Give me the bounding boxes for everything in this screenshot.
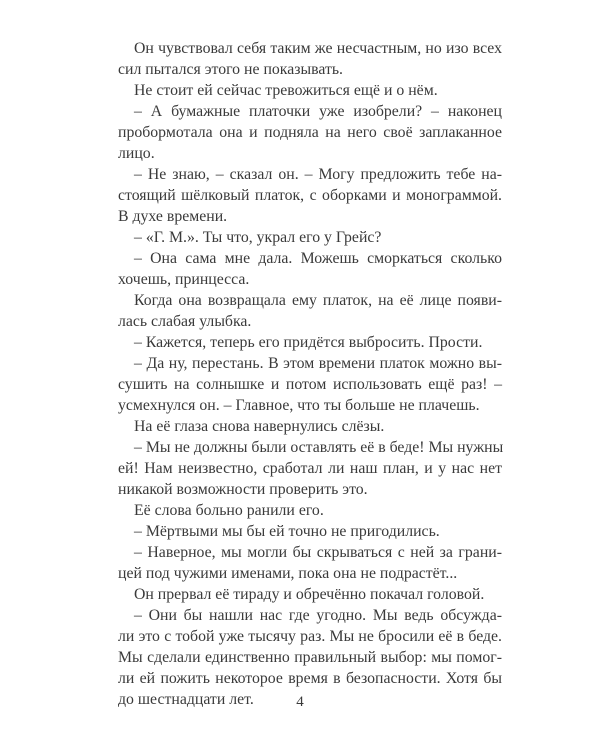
text-line: Мы сделали единственно правильный выбор: мы помог- bbox=[118, 649, 502, 666]
text-line: – Мы не должны были оставлять её в беде! Мы нужны bbox=[134, 439, 504, 456]
paragraph bbox=[118, 101, 502, 164]
text-line: – «Г. М.». Ты что, украл его у Грейс? bbox=[134, 229, 382, 246]
text-line: – Кажется, теперь его придётся выбросить. Прости. bbox=[134, 334, 483, 351]
paragraph bbox=[118, 290, 502, 332]
page-number: 4 bbox=[296, 694, 304, 710]
text-line: ли это с тобой уже тысячу раз. Мы не бросили её в беде. bbox=[118, 628, 502, 645]
body-text bbox=[118, 38, 502, 710]
text-line: цей под чужими именами, пока она не подрастёт... bbox=[118, 565, 458, 582]
paragraph bbox=[118, 353, 502, 416]
text-line: – Они бы нашли нас где угодно. Мы ведь обсужда- bbox=[134, 607, 502, 624]
text-line: сушить на солнышке и потом использовать ещё раз! – bbox=[118, 376, 502, 393]
text-line: лась слабая улыбка. bbox=[118, 313, 252, 330]
paragraph bbox=[118, 38, 502, 80]
paragraph bbox=[118, 521, 502, 542]
text-line: сил пытался этого не показывать. bbox=[118, 61, 344, 78]
text-line: – Не знаю, – сказал он. – Могу предложить тебе на- bbox=[134, 166, 502, 183]
paragraph bbox=[118, 437, 502, 500]
paragraph bbox=[118, 332, 502, 353]
paragraph bbox=[118, 227, 502, 248]
paragraph bbox=[118, 542, 502, 584]
text-line: стоящий шёлковый платок, с оборками и монограммой. bbox=[118, 187, 502, 204]
text-line: до шестнадцати лет. bbox=[118, 691, 254, 708]
text-line: хочешь, принцесса. bbox=[118, 271, 250, 288]
paragraph bbox=[118, 584, 502, 605]
text-line: – А бумажные платочки уже изобрели? – наконец bbox=[134, 103, 502, 120]
text-line: лицо. bbox=[118, 145, 155, 162]
text-line: ей! Нам неизвестно, сработал ли наш план, и у нас нет bbox=[118, 460, 502, 477]
text-line: никакой возможности проверить это. bbox=[118, 481, 368, 498]
text-line: ли ей пожить некоторое время в безопасности. Хотя бы bbox=[118, 670, 502, 687]
text-line: Когда она возвращала ему платок, на её лице появи- bbox=[134, 292, 502, 309]
text-line: На её глаза снова навернулись слёзы. bbox=[134, 418, 385, 435]
text-line: Её слова больно ранили его. bbox=[134, 502, 324, 519]
text-line: Он чувствовал себя таким же несчастным, но изо всех bbox=[134, 40, 502, 57]
paragraph bbox=[118, 164, 502, 227]
paragraph bbox=[118, 500, 502, 521]
text-line: пробормотала она и подняла на него своё заплаканное bbox=[118, 124, 502, 141]
text-line: Он прервал её тираду и обречённо покачал головой. bbox=[134, 586, 485, 603]
text-line: – Наверное, мы могли бы скрываться с ней за грани- bbox=[134, 544, 502, 561]
text-line: В духе времени. bbox=[118, 208, 228, 225]
text-line: Не стоит ей сейчас тревожиться ещё и о нём. bbox=[134, 82, 438, 99]
paragraph bbox=[118, 248, 502, 290]
text-line: – Она сама мне дала. Можешь сморкаться сколько bbox=[134, 250, 502, 267]
paragraph bbox=[118, 80, 502, 101]
text-line: – Мёртвыми мы бы ей точно не пригодились. bbox=[134, 523, 440, 540]
paragraph bbox=[118, 416, 502, 437]
text-line: усмехнулся он. – Главное, что ты больше не плачешь. bbox=[118, 397, 480, 414]
text-line: – Да ну, перестань. В этом времени платок можно вы- bbox=[134, 355, 502, 372]
